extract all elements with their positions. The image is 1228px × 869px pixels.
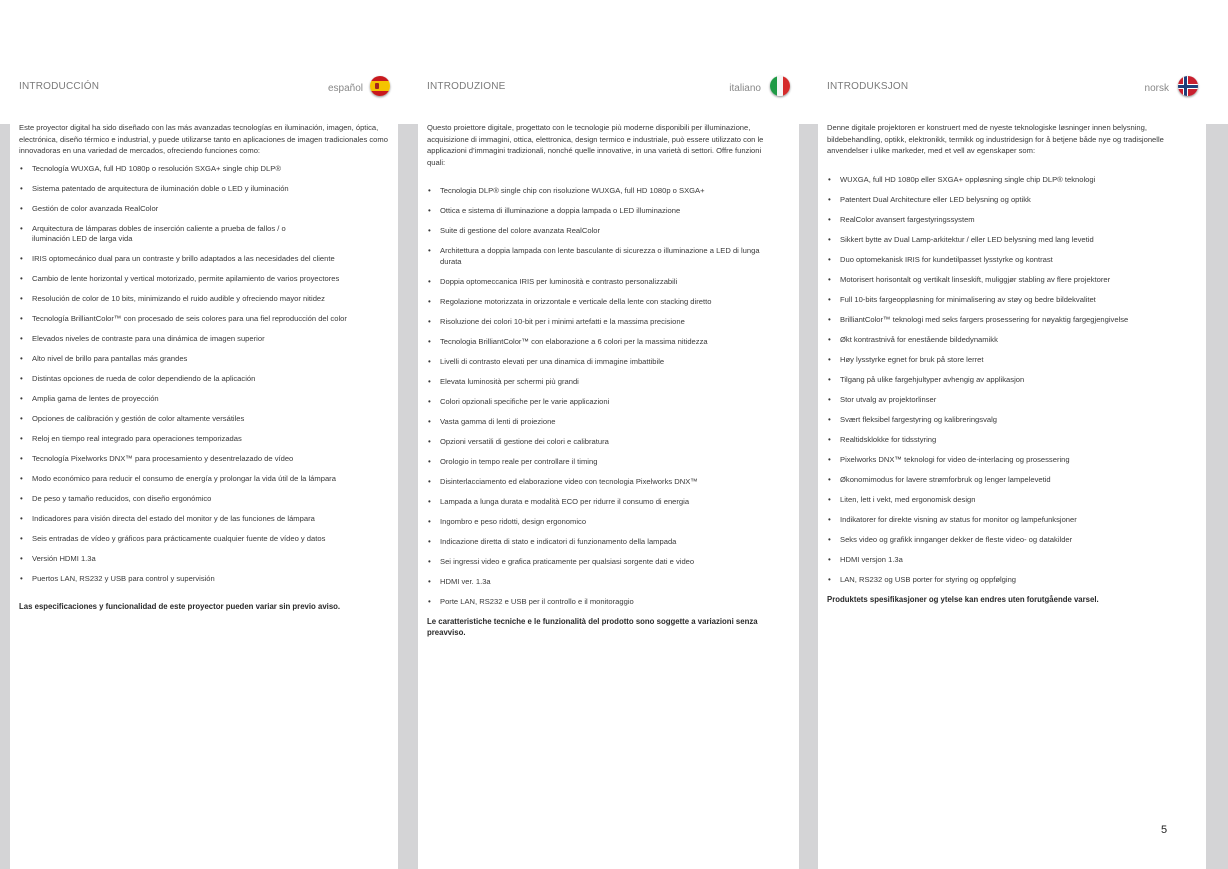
margin-strip-right xyxy=(1206,124,1228,869)
list-item: • Suite di gestione del colore avanzata RealColor xyxy=(427,226,780,237)
margin-strip-left xyxy=(0,124,10,869)
section-title: INTRODUCCIÓN xyxy=(19,81,100,92)
list-item: • Tecnología BrilliantColor™ con procesado de seis colores para una fiel reproducción del color xyxy=(19,314,392,325)
list-item: • Doppia optomeccanica IRIS per luminosità e contrasto personalizzabili xyxy=(427,277,780,288)
list-item: • Full 10-bits fargeoppløsning for minimalisering av støy og bedre bildekvalitet xyxy=(827,295,1200,306)
section-header-it xyxy=(427,76,791,98)
list-item: • Risoluzione dei colori 10-bit per i minimi artefatti e la massima precisione xyxy=(427,317,780,328)
list-item: • Elevata luminosità per schermi più grandi xyxy=(427,377,780,388)
column-es xyxy=(19,122,392,612)
list-item: • Økonomimodus for lavere strømforbruk og lenger lampelevetid xyxy=(827,475,1200,486)
list-item: • Tecnología WUXGA, full HD 1080p o resolución SXGA+ single chip DLP® xyxy=(19,164,392,175)
list-item: • Indicadores para visión directa del estado del monitor y de las funciones de lámpara xyxy=(19,514,392,525)
language-label: norsk xyxy=(1144,83,1169,94)
list-item: • Tecnología Pixelworks DNX™ para procesamiento y desentrelazado de vídeo xyxy=(19,454,392,465)
list-item: • Livelli di contrasto elevati per una dinamica di immagine imbattibile xyxy=(427,357,780,368)
list-item: • Vasta gamma di lenti di proiezione xyxy=(427,417,780,428)
section-header-es xyxy=(19,76,391,98)
column-it xyxy=(427,122,780,638)
list-item: • Regolazione motorizzata in orizzontale e verticale della lente con stacking diretto xyxy=(427,297,780,308)
list-item: • Sikkert bytte av Dual Lamp-arkitektur / eller LED belysning med lang levetid xyxy=(827,235,1200,246)
list-item: • Resolución de color de 10 bits, minimizando el ruido audible y ofreciendo mayor nitidez xyxy=(19,294,392,305)
column-no xyxy=(827,122,1200,605)
disclaimer-note: Produktets spesifikasjoner og ytelse kan endres uten forutgående varsel. xyxy=(827,595,1099,605)
list-item: • Indicazione diretta di stato e indicatori di funzionamento della lampada xyxy=(427,537,780,548)
list-item: • Seks video og grafikk innganger dekker de fleste video- og datakilder xyxy=(827,535,1200,546)
list-item: • Elevados niveles de contraste para una dinámica de imagen superior xyxy=(19,334,392,345)
list-item: • Distintas opciones de rueda de color dependiendo de la aplicación xyxy=(19,374,392,385)
list-item: • Pixelworks DNX™ teknologi for video de-interlacing og prosessering xyxy=(827,455,1200,466)
language-label: español xyxy=(327,83,363,94)
list-item: • Modo económico para reducir el consumo de energía y prolongar la vida útil de la lámpara xyxy=(19,474,392,485)
section-title: INTRODUZIONE xyxy=(427,81,506,92)
list-item: • Cambio de lente horizontal y vertical motorizado, permite apilamiento de varios proyectores xyxy=(19,274,392,285)
list-item: • Økt kontrastnivå for enestående bildedynamikk xyxy=(827,335,1200,346)
list-item: • Duo optomekanisk IRIS for kundetilpasset lysstyrke og kontrast xyxy=(827,255,1200,266)
language-label: italiano xyxy=(729,83,761,94)
intro-paragraph: Denne digitale projektoren er konstruert med de nyeste teknologiske løsninger innen belysning, bildebehandling, optikk, elektronikk, termikk og industridesign for å betjene både nye og tradisjonelle anvendelser i ulike markeder, med et vell av egenskaper som: xyxy=(827,123,1164,156)
list-item: • Porte LAN, RS232 e USB per il controllo e il monitoraggio xyxy=(427,597,780,608)
list-item: • Realtidsklokke for tidsstyring xyxy=(827,435,1200,446)
list-item: • Patentert Dual Architecture eller LED belysning og optikk xyxy=(827,195,1200,206)
list-item: • Tecnologia DLP® single chip con risoluzione WUXGA, full HD 1080p o SXGA+ xyxy=(427,186,780,197)
list-item: • Puertos LAN, RS232 y USB para control y supervisión xyxy=(19,574,392,585)
list-item: • Orologio in tempo reale per controllare il timing xyxy=(427,457,780,468)
list-item: • Høy lysstyrke egnet for bruk på store lerret xyxy=(827,355,1200,366)
list-item: • Tilgang på ulike fargehjultyper avhengig av applikasjon xyxy=(827,375,1200,386)
list-item: • Stor utvalg av projektorlinser xyxy=(827,395,1200,406)
list-item: • Reloj en tiempo real integrado para operaciones temporizadas xyxy=(19,434,392,445)
list-item: • Liten, lett i vekt, med ergonomisk design xyxy=(827,495,1200,506)
list-item: • Motorisert horisontalt og vertikalt linseskift, muliggjør stabling av flere projektorer xyxy=(827,275,1200,286)
page-number: 5 xyxy=(1161,824,1168,836)
list-item: • Opciones de calibración y gestión de color altamente versátiles xyxy=(19,414,392,425)
list-item: • RealColor avansert fargestyringssystem xyxy=(827,215,1200,226)
list-item: • Sistema patentado de arquitectura de iluminación doble o LED y iluminación xyxy=(19,184,392,195)
list-item: • Ottica e sistema di illuminazione a doppia lampada o LED illuminazione xyxy=(427,206,780,217)
list-item: • Colori opzionali specifiche per le varie applicazioni xyxy=(427,397,780,408)
intro-paragraph: Questo proiettore digitale, progettato con le tecnologie più moderne disponibili per illuminazione, acquisizione di immagini, ottica, elettronica, design termico e industriale, può essere utilizzato con le applicazioni d’immagini tradizionali, nonché quelle innovative, in una varietà di settori. Offre funzioni quali: xyxy=(427,123,764,167)
list-item: • Sei ingressi video e grafica praticamente per qualsiasi sorgente dati e video xyxy=(427,557,780,568)
section-title: INTRODUKSJON xyxy=(827,81,909,92)
disclaimer-note: Las especificaciones y funcionalidad de este proyector pueden variar sin previo aviso. xyxy=(19,601,341,611)
list-item: • LAN, RS232 og USB porter for styring og oppfølging xyxy=(827,575,1200,586)
list-item: • HDMI ver. 1.3a xyxy=(427,577,780,588)
list-item: • HDMI versjon 1.3a xyxy=(827,555,1200,566)
list-item: • Svært fleksibel fargestyring og kalibreringsvalg xyxy=(827,415,1200,426)
spain-flag-icon xyxy=(370,76,390,96)
column-divider-1 xyxy=(398,124,418,869)
list-item: • WUXGA, full HD 1080p eller SXGA+ oppløsning single chip DLP® teknologi xyxy=(827,175,1200,186)
list-item: • Indikatorer for direkte visning av status for monitor og lampefunksjoner xyxy=(827,515,1200,526)
list-item: • Amplia gama de lentes de proyección xyxy=(19,394,392,405)
list-item: • Architettura a doppia lampada con lente basculante di sicurezza o illuminazione a LED di lunga durata xyxy=(427,246,780,267)
section-header-no xyxy=(827,76,1199,98)
feature-list xyxy=(827,175,1200,586)
list-item: • Lampada a lunga durata e modalità ECO per ridurre il consumo di energia xyxy=(427,497,780,508)
disclaimer-note: Le caratteristiche tecniche e le funzionalità del prodotto sono soggette a variazioni senza preavviso. xyxy=(427,617,758,638)
list-item: • IRIS optomecánico dual para un contraste y brillo adaptados a las necesidades del cliente xyxy=(19,254,392,265)
list-item: • Versión HDMI 1.3a xyxy=(19,554,392,565)
list-item: • Gestión de color avanzada RealColor xyxy=(19,204,392,215)
list-item: • Arquitectura de lámparas dobles de inserción caliente a prueba de fallos / o iluminación LED de larga vida xyxy=(19,224,392,245)
list-item: • Seis entradas de vídeo y gráficos para prácticamente cualquier fuente de vídeo y datos xyxy=(19,534,392,545)
feature-list xyxy=(427,186,780,607)
italy-flag-icon xyxy=(770,76,790,96)
list-item: • Disinterlacciamento ed elaborazione video con tecnologia Pixelworks DNX™ xyxy=(427,477,780,488)
list-item: • Opzioni versatili di gestione dei colori e calibratura xyxy=(427,437,780,448)
list-item: • Ingombro e peso ridotti, design ergonomico xyxy=(427,517,780,528)
feature-list xyxy=(19,164,392,585)
list-item: • BrilliantColor™ teknologi med seks fargers prosessering for nøyaktig fargegjengivelse xyxy=(827,315,1200,326)
norway-flag-icon xyxy=(1178,76,1198,96)
list-item: • De peso y tamaño reducidos, con diseño ergonómico xyxy=(19,494,392,505)
column-divider-2 xyxy=(799,124,818,869)
list-item: • Alto nivel de brillo para pantallas más grandes xyxy=(19,354,392,365)
intro-paragraph: Este proyector digital ha sido diseñado con las más avanzadas tecnologías en iluminación, imagen, óptica, electrónica, diseño térmico e industrial, y puede utilizarse tanto en aplicaciones de imagen tradicionales como innovadoras en una variedad de mercados, ofreciendo funciones como: xyxy=(19,123,388,156)
list-item: • Tecnologia BrilliantColor™ con elaborazione a 6 colori per la massima nitidezza xyxy=(427,337,780,348)
